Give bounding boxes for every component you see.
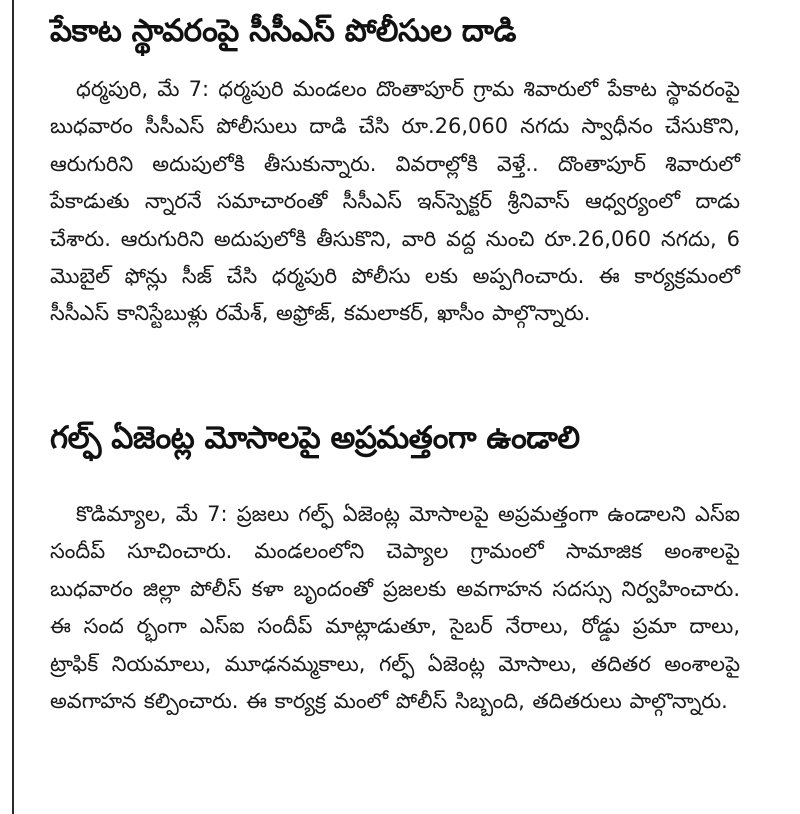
article-2-body: కొడిమ్యాల, మే 7: ప్రజలు గల్ఫ్ ఏజెంట్ల మోసాలపై అప్రమత్తంగా ఉండాలని ఎస్ఐ సందీప్ సూచించారు. మండలంలోని చెప్యాల గ్రామంలో సామాజిక అంశాలపై బుధవారం జిల్లా పోలీస్ కళా బృందంతో ప్రజలకు అవగాహన సదస్సు నిర్వహించారు. ఈ సంద ర్భంగా ఎస్ఐ సందీప్ మాట్లాడుతూ, సైబర్ నేరాలు, రోడ్డు ప్రమా దాలు, ట్రాఫిక్ నియమాలు, మూఢనమ్మకాలు, గల్ఫ్ ఏజెంట్ల మోసాలు, తదితర అంశాలపై అవగాహన కల్పించారు. ఈ కార్యక్ర మంలో పోలీస్ సిబ్బంది, తదితరులు పాల్గొన్నారు. xyxy=(50,502,740,714)
article-1-headline: పేకాట స్థావరంపై సీసీఎస్ పోలీసుల దాడి xyxy=(50,13,516,49)
column-divider-line xyxy=(12,0,14,814)
article-1-body: ధర్మపురి, మే 7: ధర్మపురి మండలం దొంతాపూర్ గ్రామ శివారులో పేకాట స్థావరంపై బుధవారం సీసీఎస్ పోలీసులు దాడి చేసి రూ.26,060 నగదు స్వాధీనం చేసుకొని, ఆరుగురిని అదుపులోకి తీసుకున్నారు. వివరాల్లోకి వెళ్తే.. దొంతాపూర్ శివారులో పేకాడుతు న్నారనే సమాచారంతో సీసీఎస్ ఇన్‌స్పెక్టర్ శ్రీనివాస్ ఆధ్వర్యంలో దాడు చేశారు. ఆరుగురిని అదుపులోకి తీసుకొని, వారి వద్ద నుంచి రూ.26,060 నగదు, 6 మొబైల్ ఫోన్లు సీజ్ చేసి ధర్మపురి పోలీసు లకు అప్పగించారు. ఈ కార్యక్రమంలో సీసీఎస్ కానిస్టేబుళ్లు రమేశ్, అఫ్రోజ్, కమలాకర్, ఖాసీం పాల్గొన్నారు. xyxy=(50,77,740,326)
article-2-headline: గల్ఫ్ ఏజెంట్ల మోసాలపై అప్రమత్తంగా ఉండాలి xyxy=(50,420,580,456)
